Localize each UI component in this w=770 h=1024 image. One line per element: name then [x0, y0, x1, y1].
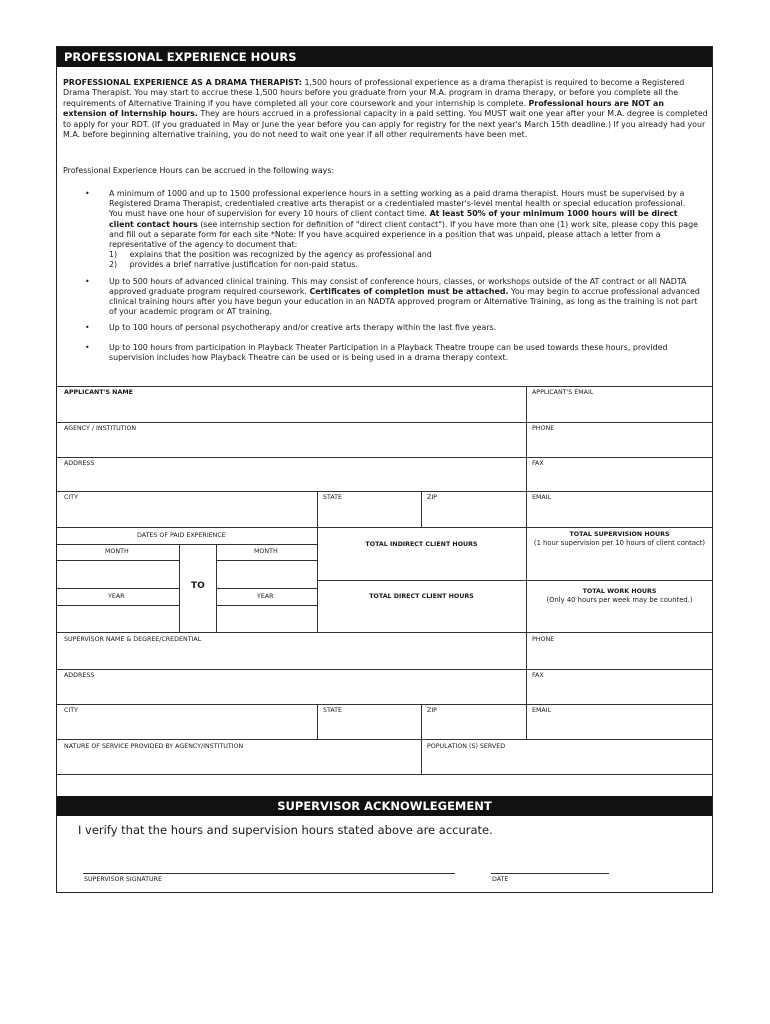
signature-label: SUPERVISOR SIGNATURE	[84, 876, 162, 883]
form-frame	[56, 46, 713, 893]
ack-title: SUPERVISOR ACKNOWLEGEMENT	[57, 796, 712, 816]
zip-label: ZIP	[427, 494, 437, 501]
address-input[interactable]	[59, 468, 524, 490]
intro-text2: They are hours accrued in a professional capacity in a paid setting. You MUST wait one year after your M.A. degree is completed to apply for your RDT. (If you graduated in May or June the year before you can apply for registry for the next year's March 15th deadline.) If you already had your M.A. before beginning alternative training, you do not need to wait one year if all other requirements have been met.	[63, 109, 708, 140]
intro-bold2: Professional hours are NOT an extension of Internship hours.	[63, 98, 664, 119]
phone-label: PHONE	[532, 425, 555, 432]
total-work-label: TOTAL WORK HOURS	[582, 588, 657, 595]
ways-heading: Professional Experience Hours can be accrued in the following ways:	[63, 166, 335, 175]
month-to-label: MONTH	[254, 548, 278, 555]
signature-line[interactable]	[83, 873, 455, 874]
applicant-name-input[interactable]	[59, 397, 524, 421]
supervisor-name-input[interactable]	[59, 644, 524, 668]
city-label: CITY	[64, 494, 78, 501]
b1-sub2: 2) provides a brief narrative justification for non-paid status.	[109, 260, 358, 270]
email-input[interactable]	[528, 502, 710, 526]
total-supervision-cell	[527, 530, 712, 548]
email-label: EMAIL	[532, 494, 552, 501]
nature-input[interactable]	[59, 751, 419, 773]
bullet-icon: •	[85, 323, 90, 333]
supervisor-email-input[interactable]	[528, 715, 710, 738]
address-label: ADDRESS	[64, 460, 95, 467]
supervisor-address-input[interactable]	[59, 680, 524, 703]
intro-paragraph	[63, 78, 708, 140]
total-direct-label: TOTAL DIRECT CLIENT HOURS	[369, 593, 474, 600]
supervisor-email-label: EMAIL	[532, 707, 552, 714]
population-input[interactable]	[423, 751, 710, 773]
year-to-label: YEAR	[257, 593, 274, 600]
phone-input[interactable]	[528, 433, 710, 456]
date-label: DATE	[492, 876, 509, 883]
b1-sub1: 1) explains that the position was recognized by the agency as professional and	[109, 250, 432, 260]
month-from-input[interactable]	[59, 561, 177, 587]
supervisor-phone-label: PHONE	[532, 636, 555, 643]
supervisor-zip-input[interactable]	[423, 715, 524, 738]
zip-input[interactable]	[423, 502, 524, 526]
b1-text: A minimum of 1000 and up to 1500 professional experience hours in a setting working as a paid drama therapist. Hours must be supervised by a Registered Drama Therapist, credentialed creative arts therapist or a credentialed master's-level mental health or special education professional. You must have one hour of supervision for every 10 hours of client contact time.	[109, 189, 686, 219]
b2-text2: You may begin to accrue professional advanced clinical training hours after you have begun your education in an NADTA approved program or Alternative Training, as long as the training is not part of your academic program or AT training.	[109, 286, 700, 317]
year-to-input[interactable]	[218, 606, 316, 631]
year-from-label: YEAR	[108, 593, 125, 600]
total-indirect-label: TOTAL INDIRECT CLIENT HOURS	[365, 541, 478, 548]
b2-text: Up to 500 hours of advanced clinical training. This may consist of conference hours, classes, or workshops outside of the AT contract or all NADTA approved graduate program required coursework.	[109, 276, 687, 296]
list-item	[85, 323, 700, 333]
supervisor-fax-label: FAX	[532, 672, 544, 679]
applicant-name-label: APPLICANT'S NAME	[64, 389, 133, 396]
supervisor-state-input[interactable]	[319, 715, 419, 738]
bullet-icon: •	[85, 189, 90, 198]
date-line[interactable]	[491, 873, 609, 874]
dates-paid-label: DATES OF PAID EXPERIENCE	[137, 532, 226, 539]
supervisor-state-label: STATE	[323, 707, 342, 714]
nature-label: NATURE OF SERVICE PROVIDED BY AGENCY/INSTITUTION	[64, 743, 244, 750]
b1-bold: At least 50% of your minimum 1000 hours will be direct client contact hours	[109, 209, 678, 229]
supervision-note: (1 hour supervision per 10 hours of client contact)	[533, 539, 706, 547]
page-title: PROFESSIONAL EXPERIENCE HOURS	[57, 47, 712, 67]
city-input[interactable]	[59, 502, 315, 526]
verify-statement: I verify that the hours and supervision hours stated above are accurate.	[78, 823, 493, 837]
intro-text1: 1,500 hours of professional experience as a drama therapist is required to become a Registered Drama Therapist. You may start to accrue these 1,500 hours before you graduate from your M.A. program in drama therapy, or before you complete all the requirements of Alternative Training if you have completed all your core coursework and your internship is complete.	[63, 78, 685, 108]
list-item	[85, 343, 700, 363]
list-item	[85, 277, 700, 318]
state-label: STATE	[323, 494, 342, 501]
total-supervision-input[interactable]	[528, 560, 710, 579]
supervisor-zip-label: ZIP	[427, 707, 437, 714]
supervisor-city-input[interactable]	[59, 715, 315, 738]
agency-label: AGENCY / INSTITUTION	[64, 425, 137, 432]
b2-bold: Certificates of completion must be attached.	[309, 286, 509, 296]
population-label: POPULATION (S) SERVED	[427, 743, 506, 750]
to-label: TO	[191, 581, 205, 591]
month-from-label: MONTH	[105, 548, 129, 555]
total-supervision-label: TOTAL SUPERVISION HOURS	[569, 531, 670, 538]
intro-lead: PROFESSIONAL EXPERIENCE AS A DRAMA THERAPIST:	[63, 78, 302, 87]
total-work-input[interactable]	[528, 608, 710, 631]
ways-list	[85, 189, 700, 369]
agency-input[interactable]	[59, 433, 524, 456]
b4-text: Up to 100 hours from participation in Playback Theater Participation in a Playback Theatre troupe can be used towards these hours, provided supervision includes how Playback Theatre can be used or is being used in a drama therapy context.	[109, 342, 668, 362]
month-to-input[interactable]	[218, 561, 316, 587]
bullet-icon: •	[85, 342, 90, 352]
list-item	[85, 189, 700, 271]
b3-text: Up to 100 hours of personal psychotherapy and/or creative arts therapy within the last five years.	[109, 323, 497, 333]
applicant-email-label: APPLICANT'S EMAIL	[532, 389, 594, 396]
year-from-input[interactable]	[59, 606, 177, 631]
fax-label: FAX	[532, 460, 544, 467]
fax-input[interactable]	[528, 468, 710, 490]
supervisor-address-label: ADDRESS	[64, 672, 95, 679]
supervisor-phone-input[interactable]	[528, 644, 710, 668]
supervisor-name-label: SUPERVISOR NAME & DEGREE/CREDENTIAL	[64, 636, 202, 643]
bullet-icon: •	[85, 276, 90, 286]
work-note: (Only 40 hours per week may be counted.)	[546, 596, 693, 604]
supervisor-fax-input[interactable]	[528, 680, 710, 703]
state-input[interactable]	[319, 502, 419, 526]
supervisor-city-label: CITY	[64, 707, 78, 714]
b1-text2: (see internship section for definition of "direct client contact"). If you have more than one (1) work site, please copy this page and fill out a separate form for each site *Note: If you have acquired experience in a position that was unpaid, please attach a letter from a representative of the agency to document that:	[109, 219, 698, 250]
applicant-email-input[interactable]	[528, 397, 710, 421]
total-work-cell	[527, 587, 712, 605]
